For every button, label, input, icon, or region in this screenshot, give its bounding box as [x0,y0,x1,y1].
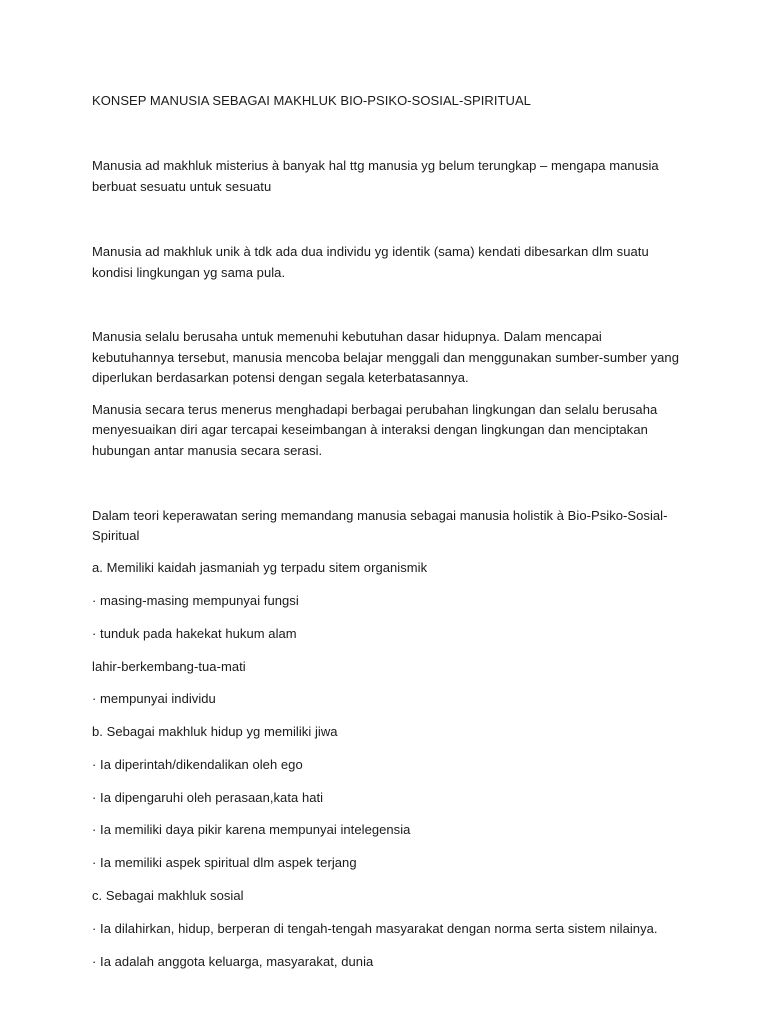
paragraph-4-line-3: hubungan antar manusia secara serasi. [92,443,323,458]
section-b-item: · Ia diperintah/dikendalikan oleh ego [92,757,303,772]
paragraph-3-line-3: diperlukan berdasarkan potensi dengan segala keterbatasannya. [92,370,469,385]
section-b-item: · Ia memiliki daya pikir karena mempunyai intelegensia [92,822,411,837]
section-b-item: · Ia dipengaruhi oleh perasaan,kata hati [92,790,324,805]
paragraph-5-line-1: Dalam teori keperawatan sering memandang manusia sebagai manusia holistik à Bio-Psiko-Sosial- [92,508,668,523]
paragraph-1-line-2: berbuat sesuatu untuk sesuatu [92,179,272,194]
section-c-item: · Ia dilahirkan, hidup, berperan di tengah-tengah masyarakat dengan norma serta sistem nilainya. [92,921,658,936]
paragraph-4-line-1: Manusia secara terus menerus menghadapi berbagai perubahan lingkungan dan selalu berusaha [92,402,658,417]
section-a-item: · mempunyai individu [92,691,216,706]
section-a-item: lahir-berkembang-tua-mati [92,659,246,674]
paragraph-3-line-2: kebutuhannya tersebut, manusia mencoba belajar menggali dan menggunakan sumber-sumber yang [92,350,679,365]
section-c-item: · Ia adalah anggota keluarga, masyarakat, dunia [92,954,374,969]
paragraph-2-line-2: kondisi lingkungan yg sama pula. [92,265,286,280]
paragraph-3-line-1: Manusia selalu berusaha untuk memenuhi kebutuhan dasar hidupnya. Dalam mencapai [92,329,602,344]
paragraph-4-line-2: menyesuaikan diri agar tercapai keseimbangan à interaksi dengan lingkungan dan menciptakan [92,422,648,437]
document-title: KONSEP MANUSIA SEBAGAI MAKHLUK BIO-PSIKO-SOSIAL-SPIRITUAL [92,93,531,108]
paragraph-5-line-2: Spiritual [92,528,140,543]
paragraph-1-line-1: Manusia ad makhluk misterius à banyak hal ttg manusia yg belum terungkap – mengapa manusia [92,158,659,173]
section-b-heading: b. Sebagai makhluk hidup yg memiliki jiwa [92,724,338,739]
section-c-heading: c. Sebagai makhluk sosial [92,888,244,903]
section-a-item: · tunduk pada hakekat hukum alam [92,626,297,641]
section-a-item: · masing-masing mempunyai fungsi [92,593,299,608]
section-a-heading: a. Memiliki kaidah jasmaniah yg terpadu sitem organismik [92,560,428,575]
paragraph-2-line-1: Manusia ad makhluk unik à tdk ada dua individu yg identik (sama) kendati dibesarkan dlm suatu [92,244,649,259]
section-b-item: · Ia memiliki aspek spiritual dlm aspek terjang [92,855,357,870]
